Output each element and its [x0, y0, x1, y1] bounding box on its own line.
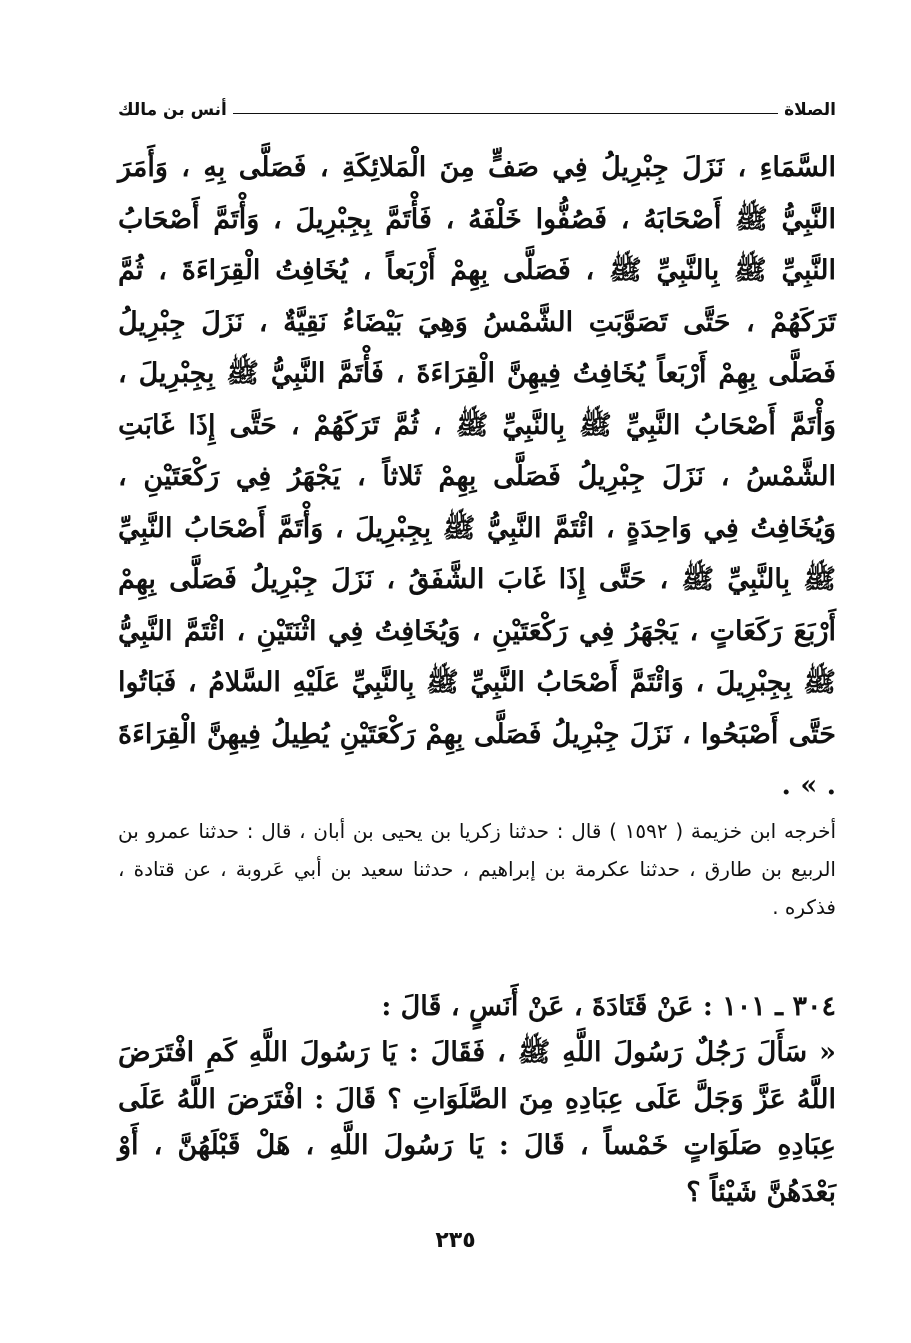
narrator-title: أنس بن مالك — [118, 100, 227, 120]
page-number: ٢٣٥ — [435, 1228, 476, 1253]
chapter-title: الصلاة — [784, 100, 836, 120]
running-header — [118, 92, 836, 126]
hadith-304-heading: ٣٠٤ ـ ١٠١ : عَنْ قَتَادَةَ ، عَنْ أَنَسٍ ، قَالَ : — [381, 991, 836, 1022]
hadith-304-text: « سَأَلَ رَجُلٌ رَسُولَ اللَّهِ ﷺ ، فَقَالَ : يَا رَسُولَ اللَّهِ كَمِ افْتَرَضَ اللَّهُ عَزَّ وَجَلَّ عَلَى عِبَادِهِ مِنَ الصَّلَوَاتِ ؟ قَالَ : افْتَرَضَ اللَّهُ عَلَى عِبَادِهِ صَلَوَاتٍ خَمْساً ، قَالَ : يَا رَسُولَ اللَّهِ ، هَلْ قَبْلَهُنَّ ، أَوْ بَعْدَهُنَّ شَيْئاً ؟ — [118, 1037, 836, 1208]
takhrij-paragraph: أخرجه ابن خزيمة ( ١٥٩٢ ) قال : حدثنا زكريا بن يحيى بن أبان ، قال : حدثنا عمرو بن الربيع بن طارق ، حدثنا عكرمة بن إبراهيم ، حدثنا سعيد بن أبي عَروبة ، عن قتادة ، فذكره . — [118, 819, 836, 919]
header-rule — [233, 113, 778, 114]
hadith-continuation-text: السَّمَاءِ ، نَزَلَ جِبْرِيلُ فِي صَفٍّ مِنَ الْمَلائِكَةِ ، فَصَلَّى بِهِ ، وَأَمَرَ النَّبِيُّ ﷺ أَصْحَابَهُ ، فَصُفُّوا خَلْفَهُ ، فَأْتَمَّ بِجِبْرِيلَ ، وَأْتَمَّ أَصْحَابُ النَّبِيِّ ﷺ بِالنَّبِيِّ ﷺ ، فَصَلَّى بِهِمْ أَرْبَعاً ، يُخَافِتُ الْقِرَاءَةَ ، ثُمَّ تَرَكَهُمْ ، حَتَّى تَصَوَّبَتِ الشَّمْسُ وَهِيَ بَيْضَاءُ نَقِيَّةٌ ، نَزَلَ جِبْرِيلُ فَصَلَّى بِهِمْ أَرْبَعاً يُخَافِتُ فِيهِنَّ الْقِرَاءَةَ ، فَأْتَمَّ النَّبِيُّ ﷺ بِجِبْرِيلَ ، وَأْتَمَّ أَصْحَابُ النَّبِيِّ ﷺ بِالنَّبِيِّ ﷺ ، ثُمَّ تَرَكَهُمْ ، حَتَّى إِذَا غَابَتِ الشَّمْسُ ، نَزَلَ جِبْرِيلُ فَصَلَّى بِهِمْ ثَلاثاً ، يَجْهَرُ فِي رَكْعَتَيْنِ ، وَيُخَافِتُ فِي وَاحِدَةٍ ، ائْتَمَّ النَّبِيُّ ﷺ بِجِبْرِيلَ ، وَأْتَمَّ أَصْحَابُ النَّبِيِّ ﷺ بِالنَّبِيِّ ﷺ ، حَتَّى إِذَا غَابَ الشَّفَقُ ، نَزَلَ جِبْرِيلُ فَصَلَّى بِهِمْ أَرْبَعَ رَكَعَاتٍ ، يَجْهَرُ فِي رَكْعَتَيْنِ ، وَيُخَافِتُ فِي اثْنَتَيْنِ ، ائْتَمَّ النَّبِيُّ ﷺ بِجِبْرِيلَ ، وَائْتَمَّ أَصْحَابُ النَّبِيِّ ﷺ بِالنَّبِيِّ عَلَيْهِ السَّلامُ ، فَبَاتُوا حَتَّى أَصْبَحُوا ، نَزَلَ جِبْرِيلُ فَصَلَّى بِهِمْ رَكْعَتَيْنِ يُطِيلُ فِيهِنَّ الْقِرَاءَةَ . » . — [118, 152, 836, 801]
